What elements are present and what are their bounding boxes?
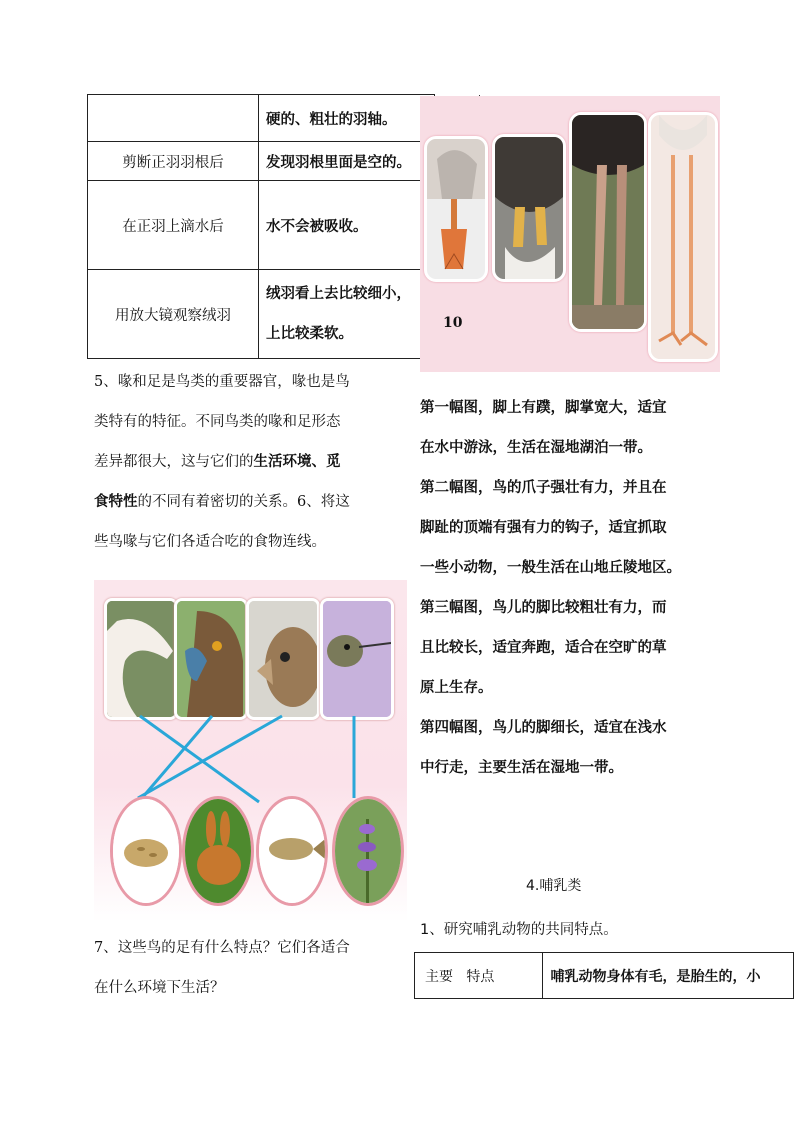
text-line: 原上生存。 (420, 679, 493, 696)
page-number: 10 (443, 315, 463, 331)
fish-photo (256, 796, 328, 906)
duck-foot-photo (424, 136, 488, 282)
action-cell: 剪断正羽羽根后 (88, 142, 259, 181)
crane-foot-photo (648, 112, 718, 362)
ostrich-foot-photo (569, 112, 647, 332)
feather-table (87, 94, 435, 359)
bird-feet-image (420, 96, 720, 372)
text-line: 第四幅图，鸟儿的脚细长，适宜在浅水 (420, 719, 667, 736)
action-cell: 用放大镜观察绒羽 (88, 270, 259, 359)
result-cell: 硬的、粗壮的羽轴。 (259, 95, 435, 142)
text-line: 5、喙和足是鸟类的重要器官，喙也是鸟 (94, 374, 350, 390)
table-row (88, 95, 435, 142)
mammal-table (414, 952, 794, 999)
label-cell: 主要 特点 (415, 953, 543, 999)
text-line: 一些小动物，一般生活在山地丘陵地区。 (420, 559, 681, 576)
text-line: 中行走，主要生活在湿地一带。 (420, 759, 623, 776)
section-subtitle: 1、研究哺乳动物的共同特点。 (420, 922, 618, 938)
text-line: 第二幅图，鸟的爪子强壮有力，并且在 (420, 479, 667, 496)
rabbit-photo (182, 796, 254, 906)
result-cell (259, 270, 435, 359)
section-title: 4.哺乳类 (526, 878, 582, 894)
emphasis-text: 生活环境、觅 (253, 453, 341, 470)
result-line: 绒羽看上去比较细小， (266, 285, 411, 302)
text-line: 第一幅图，脚上有蹼，脚掌宽大，适宜 (420, 399, 667, 416)
action-cell (88, 95, 259, 142)
text-segment: 的不同有着密切的关系。6、将这 (137, 494, 350, 510)
eagle-foot-photo (492, 134, 566, 282)
text-line: 7、这些鸟的足有什么特点？它们各适合 (94, 940, 350, 956)
feet-answer-text (420, 388, 720, 788)
text-line (94, 442, 394, 482)
beak-food-matching-image (94, 580, 407, 922)
text-line: 且比较长，适宜奔跑，适合在空旷的草 (420, 639, 667, 656)
text-line: 些鸟喙与它们各适合吃的食物连线。 (94, 534, 326, 550)
table-row (88, 142, 435, 181)
table-row (415, 953, 794, 999)
text-segment: 差异都很大，这与它们的 (94, 454, 254, 470)
result-line: 上比较柔软。 (266, 325, 353, 342)
grain-seeds-photo (110, 796, 182, 906)
text-line (94, 482, 394, 522)
text-line: 第三幅图，鸟儿的脚比较粗壮有力，而 (420, 599, 667, 616)
text-line: 在水中游泳，生活在湿地湖泊一带。 (420, 439, 652, 456)
text-line: 在什么环境下生活？ (94, 980, 225, 996)
result-cell: 水不会被吸收。 (259, 181, 435, 270)
table-row (88, 181, 435, 270)
question-5-text (94, 362, 394, 562)
text-line: 脚趾的顶端有强有力的钩子，适宜抓取 (420, 519, 667, 536)
flower-photo (332, 796, 404, 906)
value-cell: 哺乳动物身体有毛，是胎生的，小 (542, 953, 793, 999)
table-row (88, 270, 435, 359)
action-cell: 在正羽上滴水后 (88, 181, 259, 270)
emphasis-text: 食特性 (94, 493, 138, 510)
question-7-text (94, 928, 394, 1008)
text-line: 类特有的特征。不同鸟类的喙和足形态 (94, 414, 341, 430)
result-cell: 发现羽根里面是空的。 (259, 142, 435, 181)
